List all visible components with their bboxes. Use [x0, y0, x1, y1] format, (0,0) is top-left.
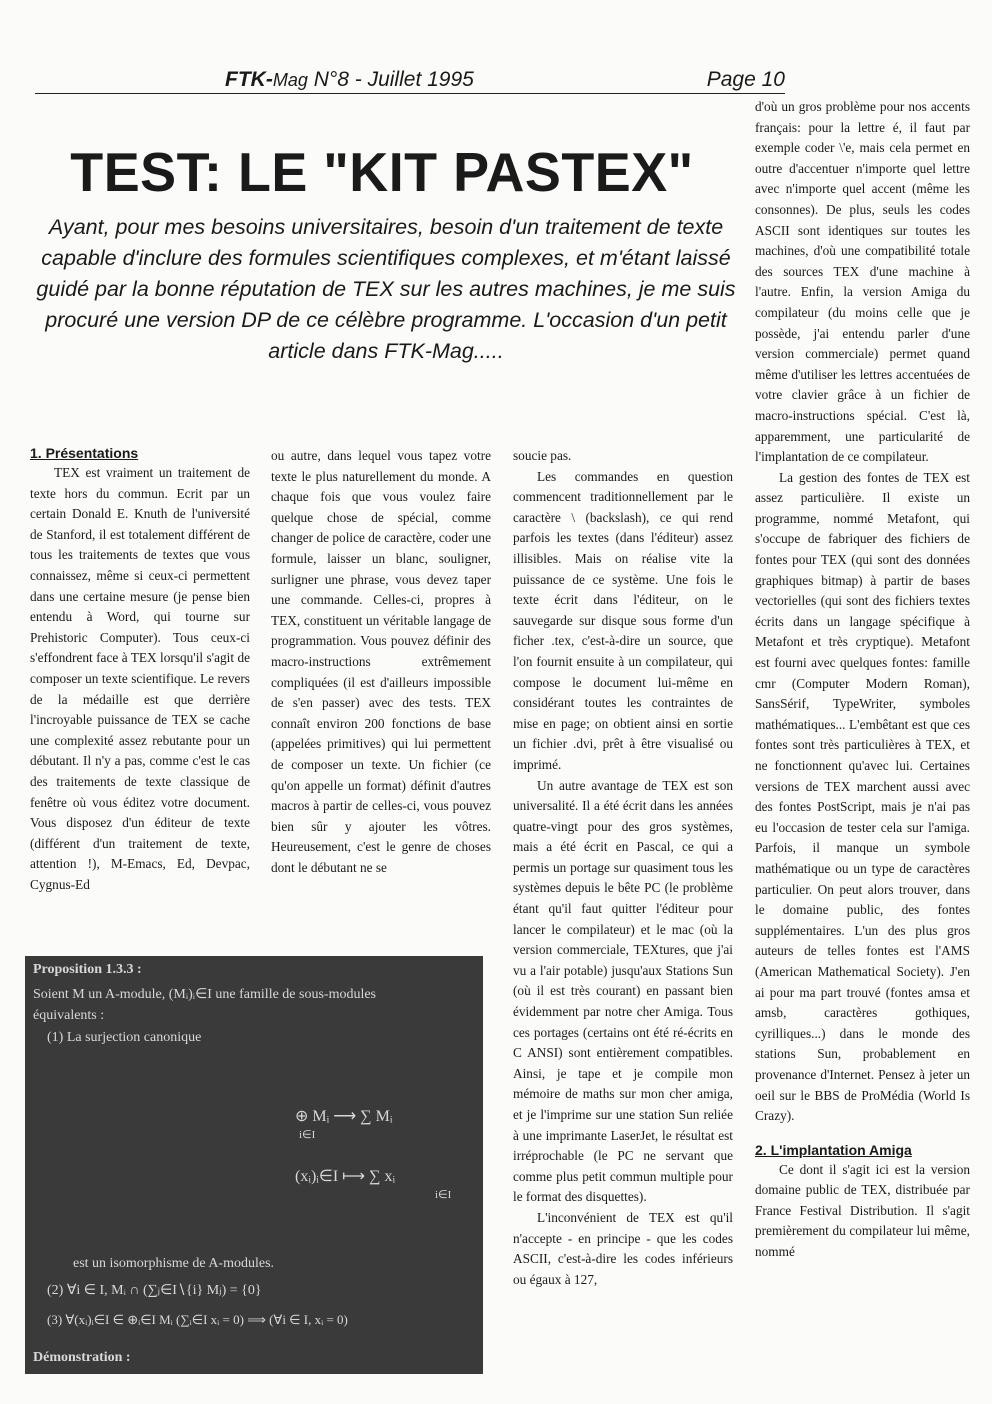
paragraph: Les commandes en question commencent traditionnellement par le caractère \ (backslash), ce qui rend parfois les textes (dans l'éditeur) assez illisibles. Mais on réalise vite la puissance de ce système. Une fois le texte écrit dans l'éditeur, on le sauvegarde sur disque sous forme d'un ficher .tex, c'est-à-dire un source, que l'on fournit ensuite à un compilateur, qui compose le document lui-même en considérant toutes les contraintes de mise en page; on obtient ainsi en sortie un fichier .dvi, prêt à être visualisé ou imprimé. — [513, 468, 733, 772]
figure-line: (3) ∀(xᵢ)ᵢ∈I ∈ ⊕ᵢ∈I Mᵢ (∑ᵢ∈I xᵢ = 0) ⟹ (∀i ∈ I, xᵢ = 0) — [47, 1312, 348, 1327]
header-rule — [35, 93, 785, 94]
figure-subscript: i∈I — [435, 1189, 452, 1201]
figure-line: équivalents : — [33, 1008, 105, 1023]
section-heading: 2. L'implantation Amiga — [755, 1141, 912, 1158]
figure-line: est un isomorphisme de A-modules. — [73, 1256, 275, 1271]
section-heading: 1. Présentations — [30, 445, 139, 461]
column-1 — [30, 444, 250, 895]
magazine-brand: FTK-Mag N°8 - Juillet 1995 — [225, 68, 474, 91]
paragraph: La gestion des fontes de TEX est assez particulière. Il existe un programme, nommé Metafont, qui s'occupe de fabriquer des fichiers de fontes pour TEX (qui sont des données graphiques bitmap) à partir de bases vectorielles (qui sont des fichiers textes écrits dans un langage spécifique à Metafont et très cryptique). Metafont est fourni avec quelques fontes: famille cmr (Computer Modern Roman), SansSérif, TypeWriter, symboles mathématiques... L'embêtant est que ces fontes sont très particulières à TEX, et ne fonctionnent qu'avec lui. Certaines versions de TEX marchent aussi avec des fontes PostScript, mais je n'ai pas eu l'occasion de tester cela sur l'amiga. Parfois, il manque un symbole mathématique ou un type de caractères particulier. On peut alors trouver, dans le domaine public, des fontes supplémentaires. L'un des plus gros auteurs de telles fontes est l'AMS (American Mathematical Society). J'en ai pour ma part trouvé (fontes amsa et amsb, caractères gothiques, cyrilliques...) dans le monde des stations Sun, probablement en provenance d'Internet. Pensez à jeter un oeil sur le BBS de ProMédia (World Is Crazy). — [755, 469, 970, 1124]
article-title: TEST: LE "KIT PASTEX" — [70, 141, 694, 203]
paragraph: Un autre avantage de TEX est son universalité. Il a été écrit dans les années quatre-vingt pour des gros systèmes, mais a été écrit en Pascal, ce qui a permis un portage sur quasiment tous les systèmes depuis le bête PC (le problème étant qu'il faut quitter l'éditeur pour lancer le compilateur) et le mac (où la version commerciale, TEXtures, que j'ai vu a l'air potable) jusqu'aux Stations Sun (où il est très courant) en passant bien évidemment par notre cher Amiga. Tous ces portages (certains ont été ré-écrits en C ANSI) sont entièrement compatibles. Ainsi, je tape et je compile mon mémoire de maths sur mon cher amiga, et je l'imprime sur une station Sun reliée à une imprimante LaserJet, le résultat est irréprochable (le PC ne servant que comme plus petit commun multiple pour le format des disquettes). — [513, 777, 733, 1205]
figure-line: Proposition 1.3.3 : — [33, 962, 142, 977]
paragraph: TEX est vraiment un traitement de texte hors du commun. Ecrit par un certain Donald E. Knuth de l'université de Stanford, il est totalement différent de tous les traitements de textes que vous connaissez, même si ceux-ci permettent dans une certaine mesure (je pense bien entendu à Word, qui tourne sur Prehistoric Computer). Tous ceux-ci s'effondrent face à TEX lorsqu'il s'agit de composer un texte scientifique. Le revers de la médaille est que derrière l'incroyable puissance de TEX se cache une complexité assez rebutante pour un débutant. Il n'y a pas, comme c'est le cas des traitements de texte classique de fenêtre où vous éditez votre document. Vous disposez d'un éditeur de texte (différent d'un traitement de texte, attention !), M-Emacs, Ed, Devpac, Cygnus-Ed — [30, 465, 250, 892]
figure-line: Soient M un A-module, (Mᵢ)ᵢ∈I une famille de sous-modules — [33, 987, 377, 1002]
page-header — [225, 68, 785, 90]
column-3 — [513, 446, 733, 1290]
figure-math: (xᵢ)ᵢ∈I ⟼ ∑ xᵢ — [295, 1168, 396, 1185]
paragraph: soucie pas. — [513, 448, 572, 463]
page-number: Page 10 — [706, 68, 785, 91]
math-screenshot-figure — [25, 956, 483, 1374]
paragraph: Ce dont il s'agit ici est la version domaine public de TEX, distribuée par France Festival Distribution. Il s'agit premièrement du compilateur lui même, nommé — [755, 1161, 970, 1260]
figure-subscript: i∈I — [299, 1129, 316, 1141]
paragraph: L'inconvénient de TEX est qu'il n'accepte - en principe - que les codes ASCII, c'est-à-dire les codes inférieurs ou égaux à 127, — [513, 1209, 733, 1287]
paragraph: ou autre, dans lequel vous tapez votre texte le plus naturellement du monde. A chaque fois que vous voulez faire quelque chose de spécial, comme changer de police de caractère, coder une formule, laisser un blanc, souligner, surligner une phrase, vous devez taper une commande. Celles-ci, propres à TEX, constituent un véritable langage de programmation. Vous pouvez définir des macro-instructions extrêmement compliquées (il est d'ailleurs impossible de s'en passer) avec des tests. TEX connaît environ 200 fonctions de base (appelées primitives) qui lui permettent de composer un texte. Un fichier (ce qu'on appelle un format) définit d'autres macros à partir de celles-ci, vous pouvez bien sûr y ajouter les vôtres. Heureusement, c'est le genre de choses dont le débutant ne se — [271, 448, 491, 875]
figure-line: (2) ∀i ∈ I, Mᵢ ∩ (∑ⱼ∈I∖{i} Mⱼ) = {0} — [47, 1283, 262, 1298]
figure-line: Démonstration : — [33, 1350, 131, 1365]
figure-line: (1) La surjection canonique — [47, 1030, 202, 1045]
column-2 — [271, 446, 491, 878]
article-lead: Ayant, pour mes besoins universitaires, besoin d'un traitement de texte capable d'inclure des formules scientifiques complexes, et m'étant laissé guidé par la bonne réputation de TEX sur les autres machines, je me suis procuré une version DP de ce célèbre programme. L'occasion d'un petit article dans FTK-Mag..... — [36, 215, 736, 363]
column-4 — [755, 97, 970, 1263]
figure-math: ⊕ Mᵢ ⟶ ∑ Mᵢ — [295, 1108, 393, 1125]
paragraph: d'où un gros problème pour nos accents français: pour la lettre é, il faut par exemple coder \'e, mais cela permet en outre d'accentuer n'importe quel lettre avec n'importe quel accent (même les consonnes). De plus, seuls les codes ASCII sont identiques sur toutes les machines, d'où une compatibilité totale des sources TEX d'une machine à l'autre. Enfin, la version Amiga du compilateur (du moins celle que je possède, j'ai entendu parler d'une version commerciale) permet quand même d'utiliser les lettres accentuées de votre clavier grâce à un fichier de macro-instructions spécial. C'est là, apparemment, une particularité de l'implantation de ce compilateur. — [755, 99, 970, 465]
